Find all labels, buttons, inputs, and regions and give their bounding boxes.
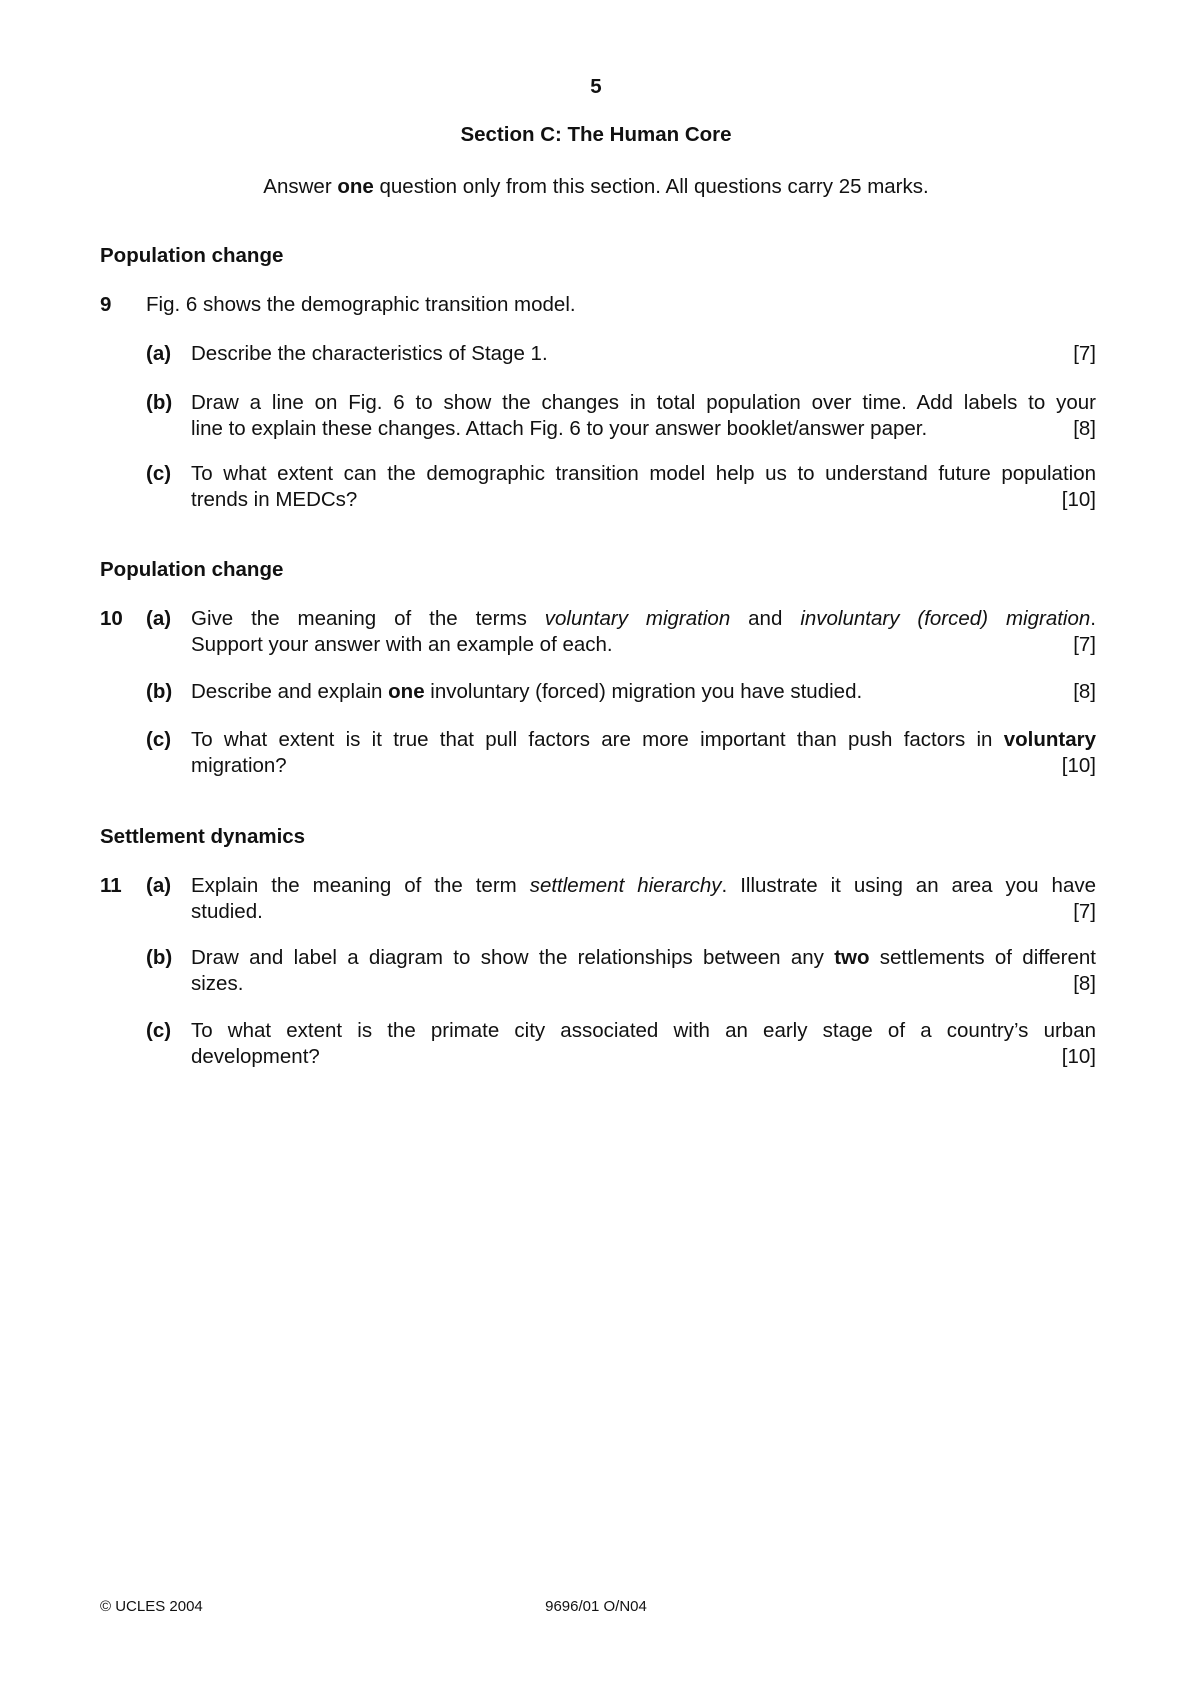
page-number: 5 — [590, 75, 602, 98]
question-11b-mark: [8] — [1073, 972, 1096, 995]
question-9c-text: To what extent can the demographic transition model help us to understand future population trends in MEDCs? [10] — [191, 462, 1096, 511]
question-10c-mark: [10] — [1061, 754, 1096, 777]
question-9b-mark: [8] — [1073, 417, 1096, 440]
question-9c-label: (c) — [146, 462, 172, 485]
question-11b-label: (b) — [146, 946, 173, 969]
question-11-number: 11 — [100, 874, 122, 897]
section-title: Section C: The Human Core — [460, 123, 732, 146]
question-10b-text: Describe and explain one involuntary (forced) migration you have studied. [8] — [191, 680, 1096, 703]
question-10a-mark: [7] — [1073, 633, 1096, 656]
question-11a-mark: [7] — [1073, 900, 1096, 923]
footer-copyright: © UCLES 2004 — [100, 1598, 203, 1615]
footer-paper-code: 9696/01 O/N04 — [545, 1598, 647, 1615]
question-11c-mark: [10] — [1061, 1045, 1096, 1068]
question-10b-mark: [8] — [1073, 680, 1096, 703]
question-10a-text: Give the meaning of the terms voluntary migration and involuntary (forced) migration. Support your answer with an example of each. [7] — [191, 607, 1096, 656]
question-10-number: 10 — [100, 607, 123, 630]
question-9a-text: Describe the characteristics of Stage 1. [7] — [191, 342, 1096, 365]
question-11c-text: To what extent is the primate city associated with an early stage of a country’s urban development? [10] — [191, 1019, 1096, 1068]
question-9a-mark: [7] — [1073, 342, 1096, 365]
question-9c-mark: [10] — [1061, 488, 1096, 511]
question-11a-text: Explain the meaning of the term settlement hierarchy. Illustrate it using an area you have studied. [7] — [191, 874, 1096, 923]
question-10a-label: (a) — [146, 607, 172, 630]
question-9-number: 9 — [100, 293, 112, 316]
question-9a-label: (a) — [146, 342, 172, 365]
question-11c-label: (c) — [146, 1019, 172, 1042]
topic-heading-q11: Settlement dynamics — [100, 825, 306, 848]
question-11b-text: Draw and label a diagram to show the relationships between any two settlements of different sizes. [8] — [191, 946, 1096, 995]
instructions: Answer one question only from this section. All questions carry 25 marks. — [263, 175, 929, 198]
question-9b-label: (b) — [146, 391, 173, 414]
question-9b-text: Draw a line on Fig. 6 to show the changes in total population over time. Add labels to your line to explain these changes. Attach Fig. 6 to your answer booklet/answer paper. [8] — [191, 391, 1096, 440]
question-10b-label: (b) — [146, 680, 173, 703]
question-10c-label: (c) — [146, 728, 172, 751]
question-11a-label: (a) — [146, 874, 172, 897]
topic-heading-q10: Population change — [100, 558, 284, 581]
topic-heading-q9: Population change — [100, 244, 284, 267]
question-10c-text: To what extent is it true that pull factors are more important than push factors in voluntary migration? [10] — [191, 728, 1096, 777]
question-9-stem: Fig. 6 shows the demographic transition model. — [146, 293, 576, 316]
